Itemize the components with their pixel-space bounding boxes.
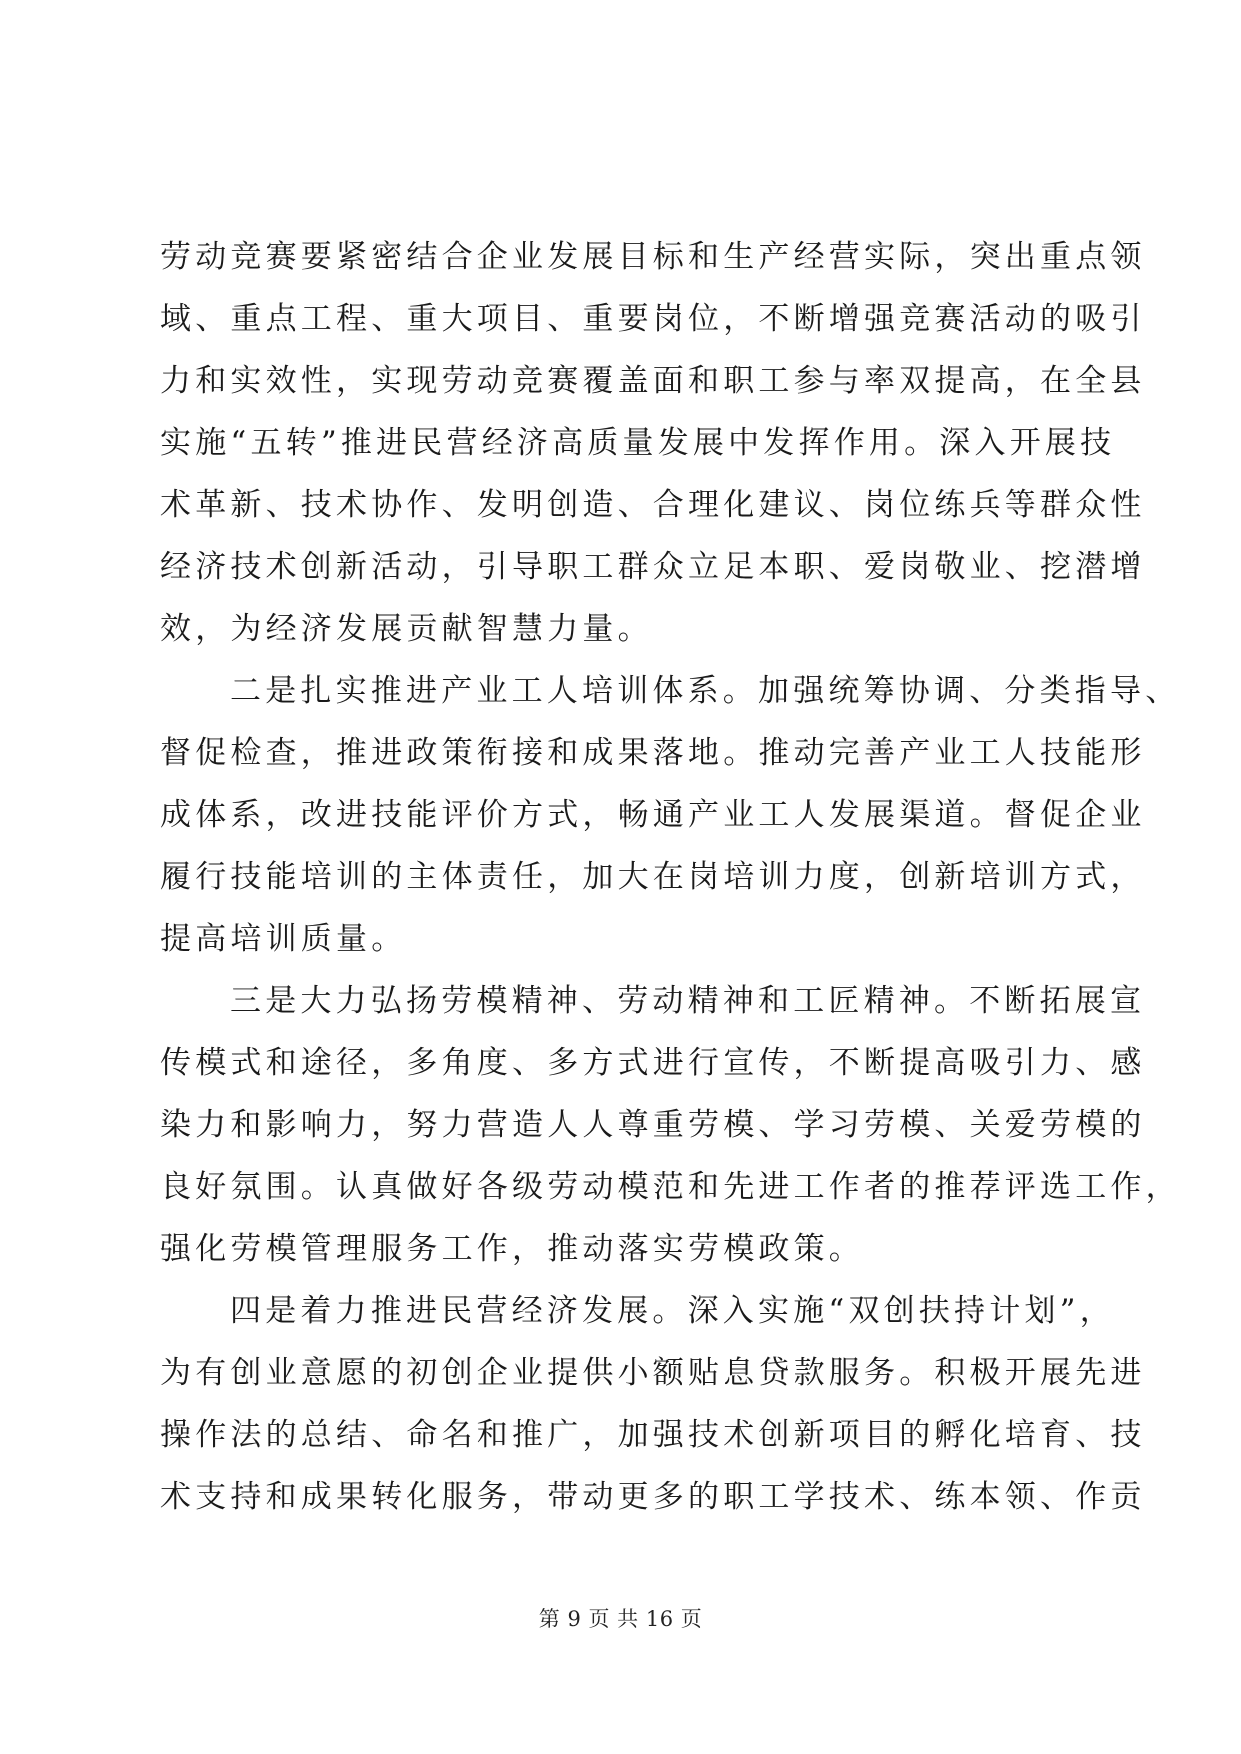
text-line: 劳动竞赛要紧密结合企业发展目标和生产经营实际，突出重点领 [160,239,1146,275]
text-line: 成体系，改进技能评价方式，畅通产业工人发展渠道。督促企业 [160,797,1146,833]
text-line: 域、重点工程、重大项目、重要岗位，不断增强竞赛活动的吸引 [160,301,1146,337]
text-line: 履行技能培训的主体责任，加大在岗培训力度，创新培训方式， [160,859,1146,895]
text-line: 术支持和成果转化服务，带动更多的职工学技术、练本领、作贡 [160,1479,1146,1515]
text-line: 操作法的总结、命名和推广，加强技术创新项目的孵化培育、技 [160,1417,1146,1453]
text-line: 为有创业意愿的初创企业提供小额贴息贷款服务。积极开展先进 [160,1355,1146,1391]
text-line: 二是扎实推进产业工人培训体系。加强统筹协调、分类指导、 [230,673,1181,709]
text-line: 经济技术创新活动，引导职工群众立足本职、爱岗敬业、挖潜增 [160,549,1146,585]
paragraph-1 [160,226,1146,660]
text-line: 实施“五转”推进民营经济高质量发展中发挥作用。深入开展技 [160,425,1116,461]
text-line: 传模式和途径，多角度、多方式进行宣传，不断提高吸引力、感 [160,1045,1146,1081]
document-body [160,226,1181,1528]
paragraph-2 [160,660,1181,970]
text-line: 三是大力弘扬劳模精神、劳动精神和工匠精神。不断拓展宣 [230,983,1146,1019]
text-line: 效，为经济发展贡献智慧力量。 [160,611,653,647]
text-line: 四是着力推进民营经济发展。深入实施“双创扶持计划”， [230,1293,1115,1329]
text-line: 强化劳模管理服务工作，推动落实劳模政策。 [160,1231,864,1267]
text-line: 提高培训质量。 [160,921,407,957]
text-line: 力和实效性，实现劳动竞赛覆盖面和职工参与率双提高，在全县 [160,363,1146,399]
text-line: 术革新、技术协作、发明创造、合理化建议、岗位练兵等群众性 [160,487,1146,523]
paragraph-3 [160,970,1181,1280]
page-number-footer: 第 9 页 共 16 页 [538,1607,703,1631]
text-line: 染力和影响力，努力营造人人尊重劳模、学习劳模、关爱劳模的 [160,1107,1146,1143]
text-line: 督促检查，推进政策衔接和成果落地。推动完善产业工人技能形 [160,735,1146,771]
paragraph-4 [160,1280,1146,1528]
text-line: 良好氛围。认真做好各级劳动模范和先进工作者的推荐评选工作， [160,1169,1181,1205]
